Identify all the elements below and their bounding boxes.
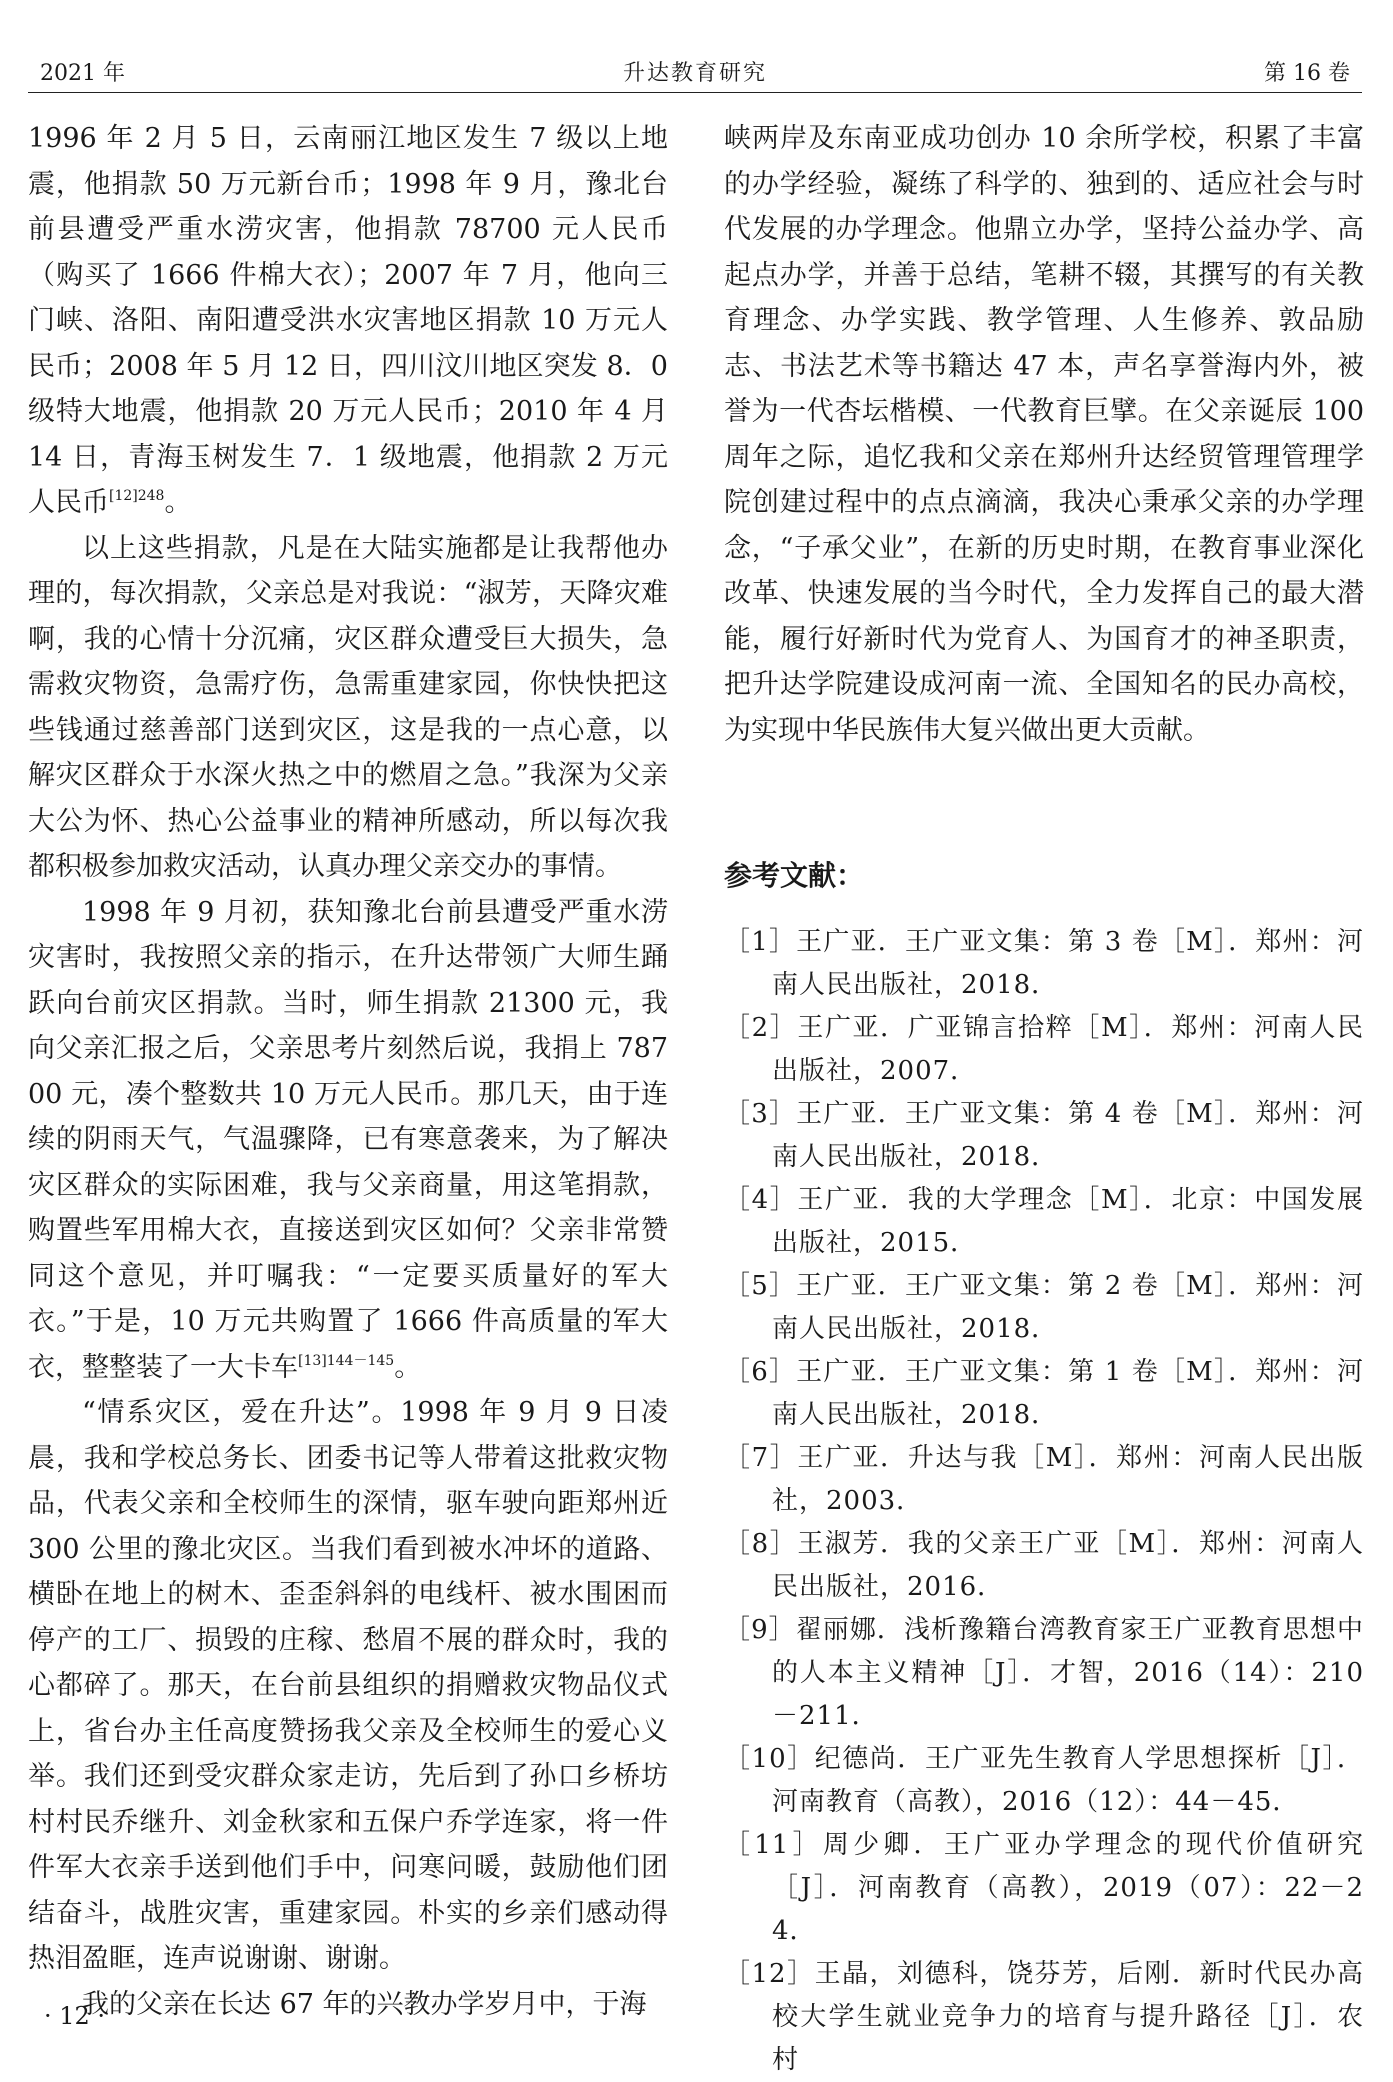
right-column bbox=[724, 116, 1364, 2082]
reference-item: ［10］纪德尚．王广亚先生教育人学思想探析［J］．河南教育（高教），2016（12）：44－45． bbox=[724, 1743, 1364, 1817]
reference-item: ［7］王广亚．升达与我［M］．郑州：河南人民出版社，2003． bbox=[724, 1442, 1364, 1516]
page-number: · 12 · bbox=[44, 2002, 106, 2030]
reference-item: ［9］翟丽娜．浅析豫籍台湾教育家王广亚教育思想中的人本主义精神［J］．才智，2016（14）：210－211． bbox=[724, 1614, 1364, 1731]
paragraph-father-career: 我的父亲在长达 67 年的兴教办学岁月中，于海 bbox=[82, 1988, 647, 2020]
paragraph-donations-list: 1996 年 2 月 5 日，云南丽江地区发生 7 级以上地震，他捐款 50 万元新台币；1998 年 9 月，豫北台前县遭受严重水涝灾害，他捐款 78700 元人民币（购买了 1666 件棉大衣）；2007 年 7 月，他向三门峡、洛阳、南阳遭受洪水灾害地区捐款 10 万元人民币；2008 年 5 月 12 日，四川汶川地区突发 8．0 级特大地震，他捐款 20 万元人民币；2010 年 4 月 14 日，青海玉树发生 7．1 级地震，他捐款 2 万元人民币$^{[12]248}$。 bbox=[28, 123, 668, 518]
header-journal-title: 升达教育研究 bbox=[622, 61, 767, 86]
header-year: 2021 年 bbox=[40, 61, 125, 86]
reference-item: ［2］王广亚．广亚锦言拾粹［M］．郑州：河南人民出版社，2007． bbox=[724, 1012, 1364, 1086]
citation-13: [13]144－145 bbox=[298, 1352, 395, 1369]
reference-list bbox=[724, 921, 1364, 2082]
paragraph-conclusion: 峡两岸及东南亚成功创办 10 余所学校，积累了丰富的办学经验，凝练了科学的、独到的、适应社会与时代发展的办学理念。他鼎立办学，坚持公益办学、高起点办学，并善于总结，笔耕不辍，其撰写的有关教育理念、办学实践、教学管理、人生修养、敦品励志、书法艺术等书籍达 47 本，声名享誉海内外，被誉为一代杏坛楷模、一代教育巨擘。在父亲诞辰 100 周年之际，追忆我和父亲在郑州升达经贸管理管理学院创建过程中的点点滴滴，我决心秉承父亲的办学理念，“子承父业”，在新的历史时期，在教育事业深化改革、快速发展的当今时代，全力发挥自己的最大潜能，履行好新时代为党育人、为国育才的神圣职责，把升达学院建设成河南一流、全国知名的民办高校，为实现中华民族伟大复兴做出更大贡献。 bbox=[724, 123, 1364, 746]
reference-item: ［8］王淑芳．我的父亲王广亚［M］．郑州：河南人民出版社，2016． bbox=[724, 1528, 1364, 1602]
reference-item: ［6］王广亚．王广亚文集：第 1 卷［M］．郑州：河南人民出版社，2018． bbox=[724, 1356, 1364, 1430]
reference-item: ［1］王广亚．王广亚文集：第 3 卷［M］．郑州：河南人民出版社，2018． bbox=[724, 926, 1364, 1000]
reference-item: ［3］王广亚．王广亚文集：第 4 卷［M］．郑州：河南人民出版社，2018． bbox=[724, 1098, 1364, 1172]
reference-item: ［11］周少卿．王广亚办学理念的现代价值研究［J］．河南教育（高教），2019（07）：22－24． bbox=[724, 1829, 1364, 1946]
reference-item: ［12］王晶，刘德科，饶芬芳，后刚．新时代民办高校大学生就业竞争力的培育与提升路径［J］．农村 bbox=[724, 1958, 1364, 2075]
paragraph-taiqian-donation: 1998 年 9 月初，获知豫北台前县遭受严重水涝灾害时，我按照父亲的指示，在升达带领广大师生踊跃向台前灾区捐款。当时，师生捐款 21300 元，我向父亲汇报之后，父亲思考片刻然后说，我捐上 78700 元，凑个整数共 10 万元人民币。那几天，由于连续的阴雨天气，气温骤降，已有寒意袭来，为了解决灾区群众的实际困难，我与父亲商量，用这笔捐款，购置些军用棉大衣，直接送到灾区如何？父亲非常赞同这个意见，并叮嘱我：“一定要买质量好的军大衣。”于是，10 万元共购置了 1666 件高质量的军大衣，整整装了一大卡车$^{[13]144-145}$。 bbox=[28, 896, 668, 1383]
running-header bbox=[28, 50, 1362, 93]
paragraph-father-words: 以上这些捐款，凡是在大陆实施都是让我帮他办理的，每次捐款，父亲总是对我说：“淑芳，天降灾难啊，我的心情十分沉痛，灾区群众遭受巨大损失，急需救灾物资，急需疗伤，急需重建家园，你快快把这些钱通过慈善部门送到灾区，这是我的一点心意，以解灾区群众于水深火热之中的燃眉之急。”我深为父亲大公为怀、热心公益事业的精神所感动，所以每次我都积极参加救灾活动，认真办理父亲交办的事情。 bbox=[28, 532, 668, 882]
references-heading: 参考文献： bbox=[724, 859, 865, 892]
citation-12: [12]248 bbox=[109, 488, 165, 504]
reference-item: ［5］王广亚．王广亚文集：第 2 卷［M］．郑州：河南人民出版社，2018． bbox=[724, 1270, 1364, 1344]
reference-item: ［4］王广亚．我的大学理念［M］．北京：中国发展出版社，2015． bbox=[724, 1184, 1364, 1258]
header-volume: 第 16 卷 bbox=[1264, 61, 1350, 86]
left-column bbox=[28, 116, 668, 2027]
paragraph-disaster-visit: “情系灾区，爱在升达”。1998 年 9 月 9 日凌晨，我和学校总务长、团委书记等人带着这批救灾物品，代表父亲和全校师生的深情，驱车驶向距郑州近 300 公里的豫北灾区。当我们看到被水冲坏的道路、横卧在地上的树木、歪歪斜斜的电线杆、被水围困而停产的工厂、损毁的庄稼、愁眉不展的群众时，我的心都碎了。那天，在台前县组织的捐赠救灾物品仪式上，省台办主任高度赞扬我父亲及全校师生的爱心义举。我们还到受灾群众家走访，先后到了孙口乡桥坊村村民乔继升、刘金秋家和五保户乔学连家，将一件件军大衣亲手送到他们手中，问寒问暖，鼓励他们团结奋斗，战胜灾害，重建家园。朴实的乡亲们感动得热泪盈眶，连声说谢谢、谢谢。 bbox=[28, 1397, 668, 1974]
